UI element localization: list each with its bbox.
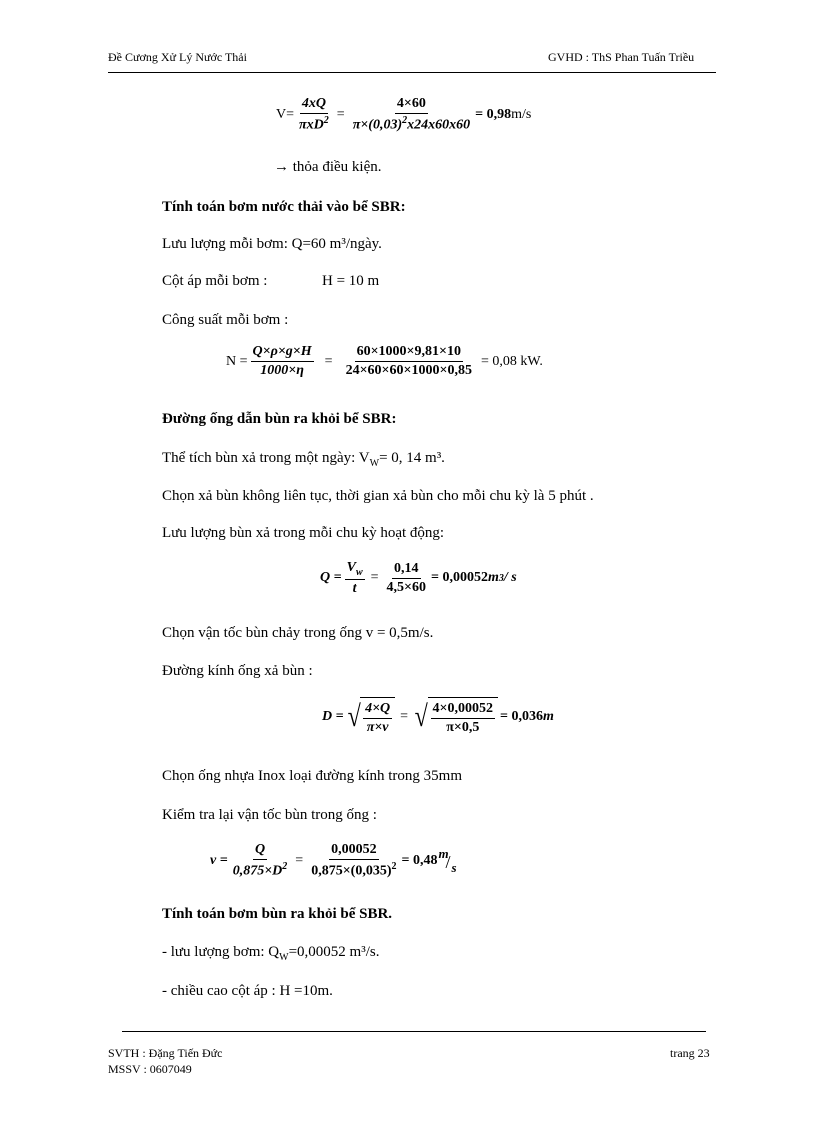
footer-page-number: trang 23: [670, 1046, 710, 1060]
eq4-sqrt2: √ $\frac{4\times 0,00052}{\pi\times 0,5}$: [413, 697, 498, 737]
eq2-frac2: [344, 344, 474, 379]
power-label: Công suất mỗi bơm :: [162, 312, 289, 328]
satisfy-note: → thỏa điều kiện.: [274, 159, 382, 175]
pump-head: - chiều cao cột áp : H =10m.: [162, 983, 333, 999]
eq3-den2: 4,5×60: [386, 579, 426, 595]
check-velocity-label: Kiểm tra lại vận tốc bùn trong ống :: [162, 807, 377, 823]
eq5-frac1: [231, 842, 290, 880]
eq1-frac2: $\frac{4\times 60}{\pi\times(0,03)^2x24x60x60}$: [352, 96, 471, 133]
eq4-frac1: [363, 701, 392, 736]
eq3-unit-sup: 3: [498, 572, 504, 584]
eq5-den2-sup: 2: [391, 861, 397, 872]
eq3-num1-sub: w: [355, 566, 363, 578]
equation-check-velocity: v = $\frac{Q}{0,875\times D^2}$ = $\frac{0,00052}{0,875\times(0,035)^2}$ = 0,48 m / s: [210, 842, 460, 880]
eq1-num1: 4xQ: [300, 96, 328, 114]
discharge-cycle: Chọn xả bùn không liên tục, thời gian xả bùn cho mỗi chu kỳ là 5 phút .: [162, 488, 594, 504]
eq5-num1: Q: [253, 842, 267, 860]
eq3-den1: t: [352, 580, 357, 596]
section-heading-wastewater-pump: Tính toán bơm nước thải vào bể SBR:: [162, 199, 406, 215]
eq3-lhs: Q =: [320, 570, 342, 586]
sludge-volume-sub: W: [369, 458, 380, 469]
pump-flow-value: =0,00052 m³/s.: [288, 944, 380, 960]
eq1-lhs: V=: [276, 106, 295, 122]
eq1-den2: π×(0,03): [352, 117, 403, 133]
sludge-volume-value: = 0, 14 m³.: [379, 450, 445, 466]
eq4-den2: π×0,5: [446, 719, 480, 735]
equation-diameter: D = √ $\frac{4\times Q}{\pi\times v}$ = √ $\frac{4\times 0,00052}{\pi\times 0,5}$ = 0,036 m: [322, 697, 554, 737]
equation-sludge-flow: Q = $\frac{V_w}{t}$ = $\frac{0,14}{4,5\times 60}$ = 0,00052 m 3 / s: [320, 560, 517, 596]
eq5-lhs: v =: [210, 852, 228, 868]
eq3-frac2: [385, 561, 428, 596]
eq5-unit: m / s: [438, 845, 457, 875]
eq3-frac1: [345, 560, 365, 597]
eq5-result: = 0,48: [401, 852, 438, 868]
eq4-unit: m: [543, 709, 554, 724]
footer-rule: [122, 1031, 706, 1032]
eq3-unit: m: [487, 570, 499, 586]
eq1-frac1: $\frac{4xQ}{\pi xD^2}$: [299, 96, 329, 133]
eq5-frac2: [309, 842, 398, 880]
equation-velocity: V= $\frac{4xQ}{\pi xD^2}$ = $\frac{4\times 60}{\pi\times(0,03)^2x24x60x60}$ = 0,98 m/s: [276, 96, 532, 133]
section-heading-sludge-pump: Tính toán bơm bùn ra khỏi bể SBR.: [162, 906, 393, 922]
footer-student-id: MSSV : 0607049: [108, 1062, 192, 1076]
pipe-choice: Chọn ống nhựa Inox loại đường kính trong 35mm: [162, 768, 463, 784]
eq1-unit: m/s: [511, 106, 532, 122]
eq4-sqrt1: √ $\frac{4\times Q}{\pi\times v}$: [346, 697, 396, 737]
head-value: H = 10 m: [322, 273, 380, 289]
pump-flow-text: - lưu lượng bơm: Q: [162, 944, 280, 960]
sludge-volume-text: Thể tích bùn xả trong một ngày: V: [162, 450, 370, 466]
eq4-frac2: [431, 701, 495, 736]
velocity-choice: Chọn vận tốc bùn chảy trong ống v = 0,5m/s.: [162, 625, 434, 641]
header-title: Đề Cương Xử Lý Nước Thải: [108, 50, 247, 64]
eq1-den2b: x24x60x60: [407, 117, 471, 133]
eq5-den2: 0,875×(0,035): [311, 863, 392, 879]
eq2-den2: 24×60×60×1000×0,85: [345, 363, 472, 378]
eq5-unit-top: m: [438, 845, 449, 861]
eq2-num1: Q×ρ×g×H: [251, 344, 314, 362]
header-advisor: GVHD : ThS Phan Tuấn Triều: [548, 50, 695, 64]
eq2-frac1: [251, 344, 314, 379]
eq4-result: = 0,036: [500, 709, 543, 724]
eq4-num2: 4×0,00052: [431, 701, 495, 719]
eq5-unit-bottom: s: [451, 859, 457, 875]
sludge-volume: [162, 450, 445, 469]
eq5-den1-sup: 2: [282, 861, 288, 872]
diameter-label: Đường kính ống xả bùn :: [162, 663, 313, 679]
eq3-num1: V: [346, 560, 356, 575]
eq1-den1: πxD: [299, 117, 324, 133]
header-rule: [108, 72, 716, 73]
pump-flow-sub: W: [279, 952, 289, 963]
eq1-num2: 4×60: [395, 96, 428, 114]
eq1-result: = 0,98: [475, 106, 512, 122]
eq2-lhs: N =: [226, 353, 248, 369]
eq4-den1: π×v: [366, 719, 389, 735]
eq3-unit-tail: / s: [503, 570, 517, 586]
head-label: Cột áp mỗi bơm :: [162, 273, 268, 289]
equation-power: N = $\frac{Q\times\rho\times g\times H}{1000\times\eta}$ = $\frac{60\times 1000\times 9,81\times 10}{24\times 60\times 60\times 1000\times 0,85}$ = 0,08 kW.: [226, 344, 543, 378]
section-heading-sludge-pipe: Đường ống dẫn bùn ra khỏi bể SBR:: [162, 411, 397, 427]
eq4-lhs: D =: [322, 709, 344, 724]
eq2-result: = 0,08 kW.: [481, 353, 543, 369]
eq3-num2: 0,14: [392, 561, 421, 579]
eq4-num1: 4×Q: [363, 701, 392, 719]
flow-per-pump: Lưu lượng mỗi bơm: Q=60 m³/ngày.: [162, 236, 382, 252]
eq5-den1: 0,875×D: [232, 863, 283, 879]
sludge-flow-label: Lưu lượng bùn xả trong mỗi chu kỳ hoạt động:: [162, 525, 445, 541]
eq3-result: = 0,00052: [431, 570, 488, 586]
eq5-num2: 0,00052: [329, 842, 379, 860]
eq2-num2: 60×1000×9,81×10: [355, 344, 463, 362]
eq2-den1: 1000×η: [260, 363, 304, 378]
footer-student: SVTH : Đặng Tiến Đức: [108, 1046, 223, 1060]
pump-flow: [162, 944, 379, 963]
